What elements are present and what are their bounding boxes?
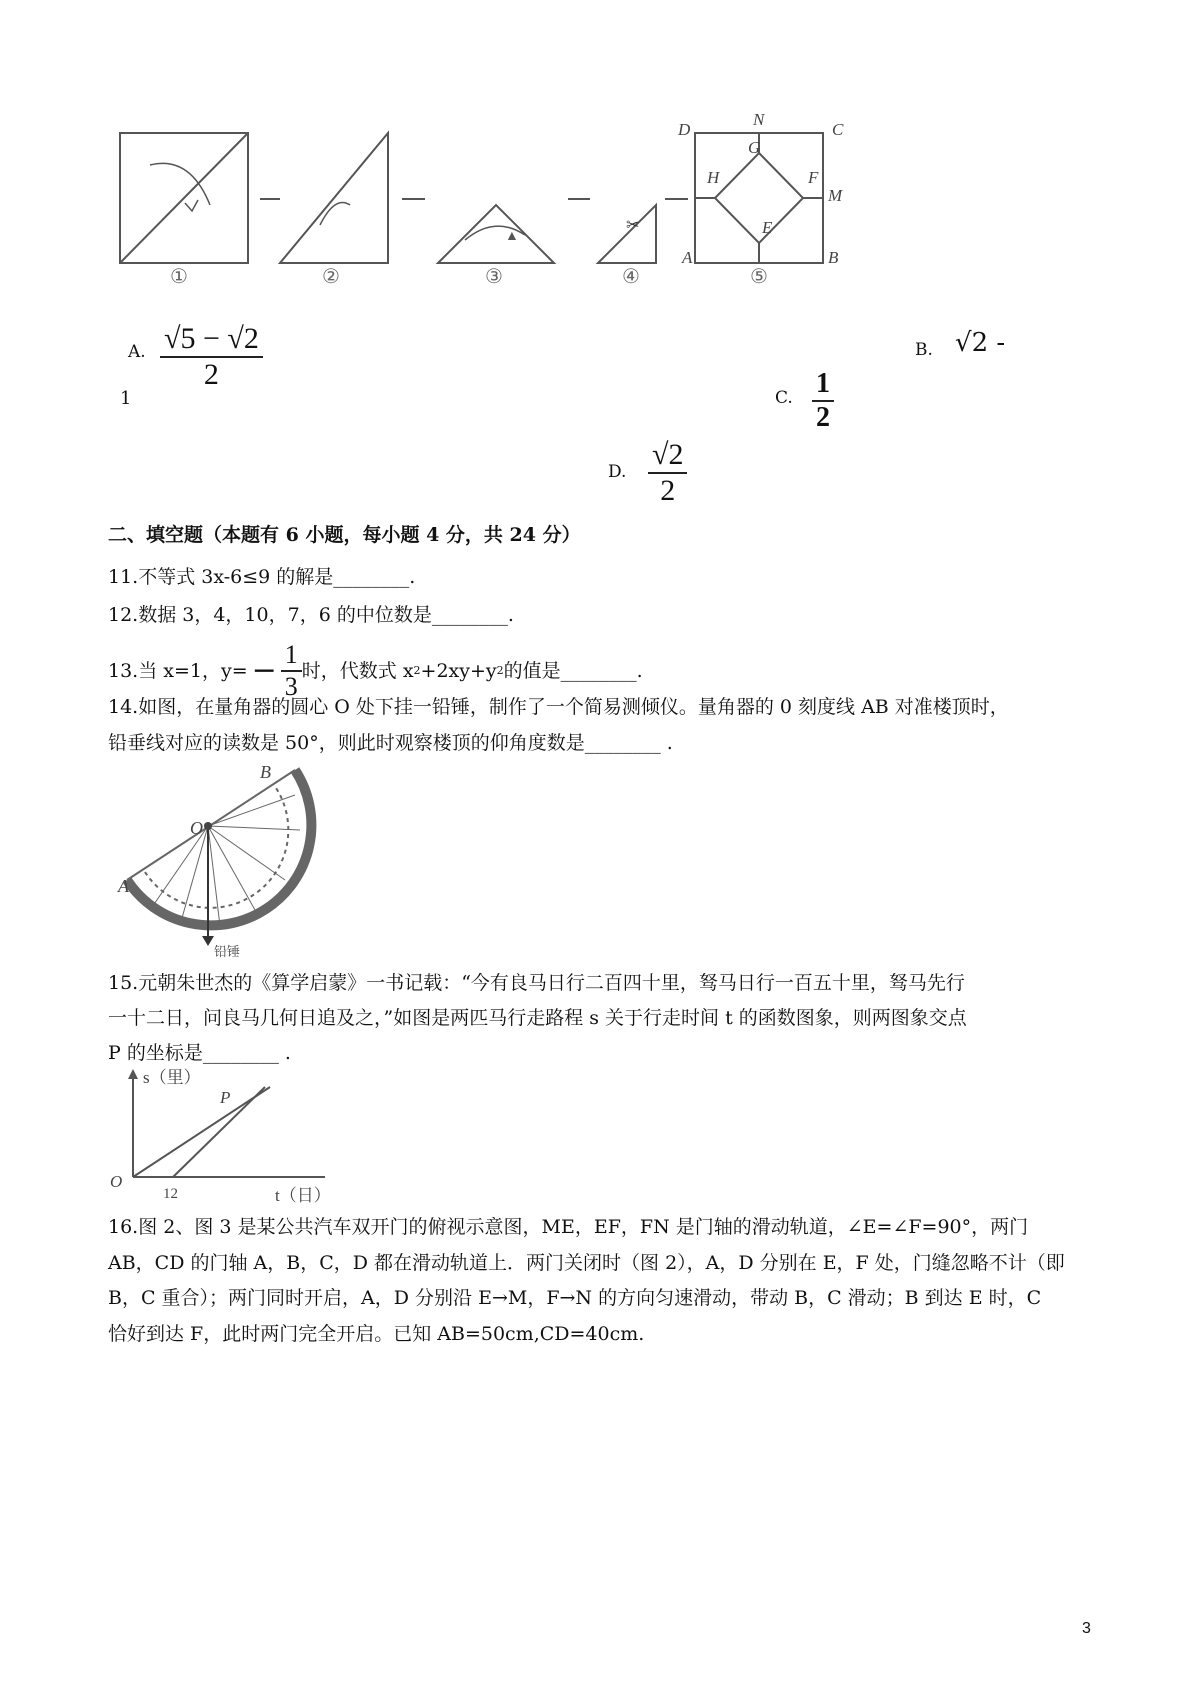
question-15-line-2: 一十二日，问良马几何日追及之，”如图是两匹马行走路程 s 关于行走时间 t 的函数图象，则两图象交点 [108, 1007, 967, 1029]
point-E: E [762, 218, 773, 237]
q13-sup2: 2 [496, 664, 504, 677]
svg-text:✂: ✂ [626, 217, 640, 234]
q13-numerator: 1 [281, 640, 302, 672]
fig15-x-label: t（日） [275, 1186, 331, 1205]
question-16-line-2: AB，CD 的门轴 A，B，C，D 都在滑动轨道上．两门关闭时（图 2），A，D 分别在 E，F 处，门缝忽略不计（即 [108, 1252, 1065, 1274]
option-a-denominator: 2 [203, 358, 219, 391]
page-number: 3 [1082, 1620, 1091, 1637]
q13-minus: − [251, 653, 277, 688]
point-C: C [832, 120, 844, 139]
step-label-5: ⑤ [750, 266, 768, 288]
point-B: B [828, 248, 839, 267]
option-c-label: C. [775, 388, 793, 408]
svg-text:▲: ▲ [505, 229, 519, 244]
folding-figure [110, 105, 844, 290]
option-d-numerator: √2 [648, 438, 687, 474]
q13-mid2: +2xy+y [420, 660, 497, 682]
step-label-1: ① [170, 266, 188, 288]
point-D: D [678, 120, 691, 139]
step-label-2: ② [322, 266, 340, 288]
question-16-line-4: 恰好到达 F，此时两门完全开启。已知 AB=50cm,CD=40cm. [108, 1323, 645, 1345]
option-a-numerator: √5 − √2 [160, 322, 263, 358]
option-d-denominator: 2 [660, 474, 676, 507]
point-F: F [808, 168, 819, 187]
section-title: 二、填空题（本题有 6 小题，每小题 4 分，共 24 分） [108, 524, 581, 546]
option-b-label: B. [915, 340, 933, 360]
option-b-expr-end: 1 [120, 388, 132, 409]
point-H: H [707, 168, 720, 187]
q13-post: 的值是________. [503, 660, 643, 682]
point-N: N [753, 110, 765, 129]
option-d-label: D. [608, 462, 627, 482]
question-14-line-2: 铅垂线对应的读数是 50°，则此时观察楼顶的仰角度数是________ . [108, 732, 673, 754]
q13-pre: 13.当 x=1，y= [108, 660, 248, 682]
q13-sup1: 2 [413, 664, 421, 677]
option-c-numerator: 1 [812, 368, 834, 402]
point-A: A [682, 248, 693, 267]
fig15-point-p: P [220, 1088, 231, 1107]
fig14-point-O: O [190, 818, 203, 838]
option-a-fraction [160, 322, 263, 392]
step-label-3: ③ [485, 266, 503, 288]
fig14-point-B: B [260, 762, 271, 782]
question-11: 11.不等式 3x-6≤9 的解是________. [108, 566, 416, 588]
fig15-origin: O [110, 1172, 123, 1191]
fig15-y-label: s（里） [143, 1068, 201, 1087]
point-G: G [748, 138, 761, 157]
question-16-line-3: B，C 重合）；两门同时开启，A，D 分别沿 E→M，F→N 的方向匀速滑动，带动 B，C 滑动；B 到达 E 时，C [108, 1287, 1042, 1309]
protractor-figure [110, 760, 310, 960]
question-12: 12.数据 3，4，10，7，6 的中位数是________. [108, 604, 514, 626]
option-b-expr-start: √2 - [955, 328, 1006, 358]
option-a-label: A. [128, 342, 146, 362]
fig14-point-A: A [118, 876, 129, 896]
step-label-4: ④ [622, 266, 640, 288]
option-d-fraction [648, 438, 687, 508]
fig14-weight-label: 铅锤 [214, 944, 241, 959]
fig15-tick-12: 12 [163, 1186, 178, 1202]
option-c-fraction [812, 368, 834, 434]
question-15-line-3: P 的坐标是________ . [108, 1042, 291, 1064]
question-14-line-1: 14.如图，在量角器的圆心 O 处下挂一铅锤，制作了一个简易测倾仪。量角器的 0 刻度线 AB 对准楼顶时， [108, 696, 1009, 718]
q13-denominator: 3 [284, 672, 298, 701]
question-15-line-1: 15.元朝朱世杰的《算学启蒙》一书记载：“今有良马日行二百四十里，驽马日行一百五十里，驽马先行 [108, 972, 965, 994]
point-M: M [828, 186, 843, 205]
option-c-denominator: 2 [816, 402, 830, 433]
q13-mid: 时，代数式 x [301, 660, 414, 682]
speed-graph-figure [105, 1065, 345, 1210]
question-16-line-1: 16.图 2、图 3 是某公共汽车双开门的俯视示意图，ME，EF，FN 是门轴的滑动轨道，∠E=∠F=90°，两门 [108, 1216, 1029, 1238]
